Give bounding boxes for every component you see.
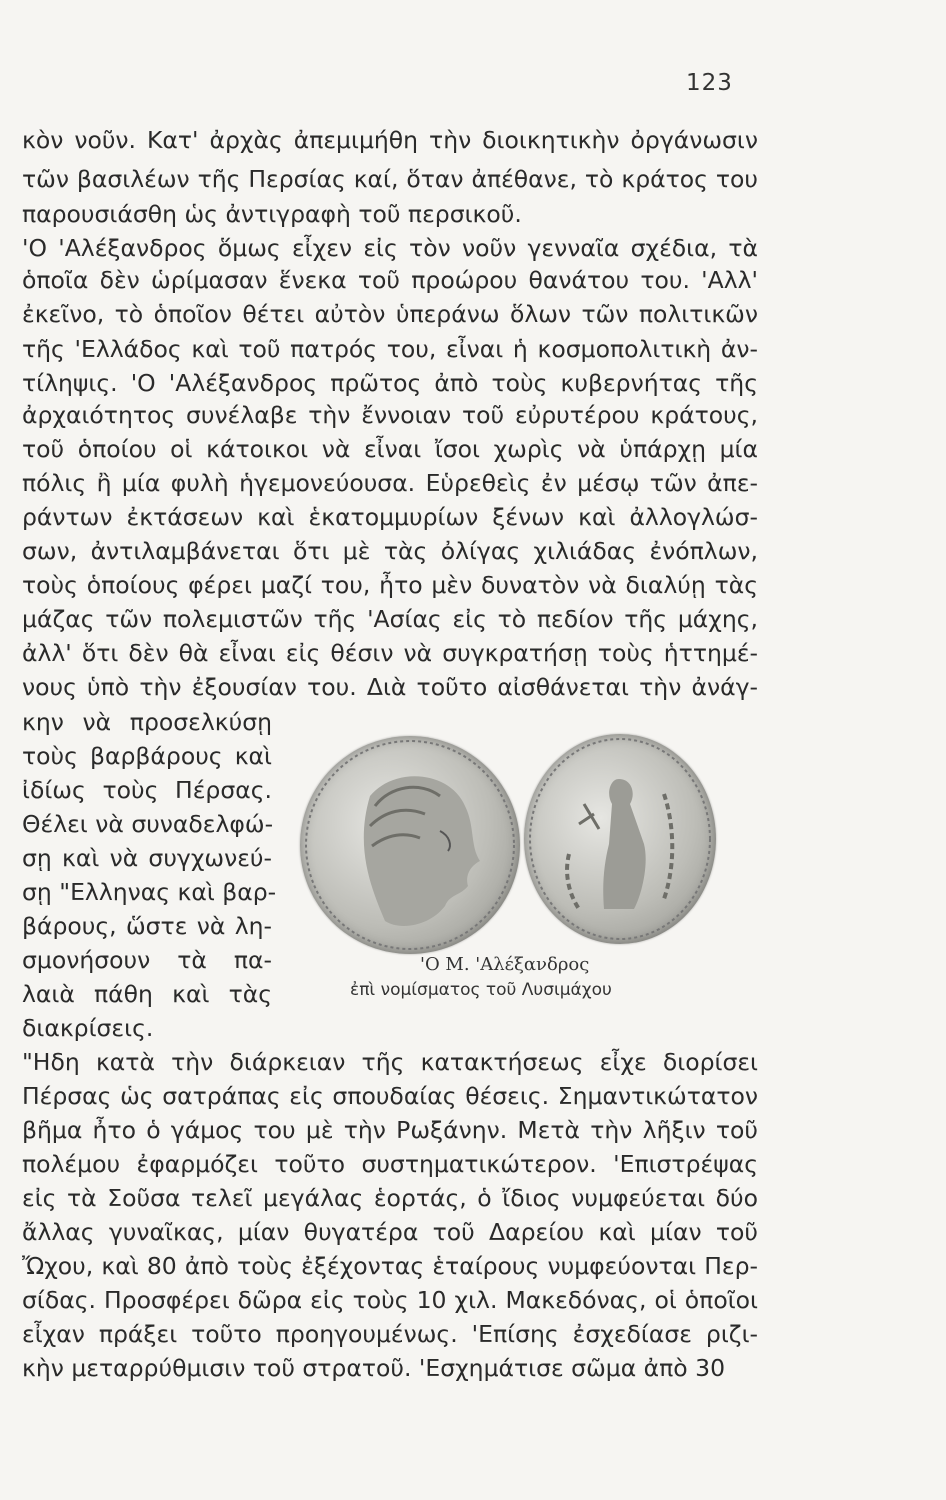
coin-reverse-image: [524, 734, 716, 944]
text-line: 'Ο 'Αλέξανδρος ὅμως εἶχεν εἰς τὸν νοῦν γενναῖα σχέδια, τὰ: [22, 234, 758, 262]
text-line: τοῦ ὁποίου οἱ κάτοικοι νὰ εἶναι ἴσοι χωρὶς νὰ ὑπάρχῃ μία: [22, 435, 758, 463]
text-line: κὴν μεταρρύθμισιν τοῦ στρατοῦ. 'Εσχημάτισε σῶμα ἀπὸ 30: [22, 1354, 726, 1382]
text-line: τῶν βασιλέων τῆς Περσίας καί, ὅταν ἀπέθανε, τὸ κράτος του: [22, 165, 758, 193]
text-line: Πέρσας ὡς σατράπας εἰς σπουδαίας θέσεις. Σημαντικώτατον: [22, 1082, 758, 1110]
figure-caption-title: 'Ο Μ. 'Αλέξανδρος: [420, 954, 590, 975]
page-number: 123: [686, 70, 733, 96]
text-line: ἰδίως τοὺς Πέρσας.: [22, 776, 272, 804]
text-line: κὸν νοῦν. Κατ' ἀρχὰς ἀπεμιμήθη τὴν διοικητικὴν ὀργάνωσιν: [22, 126, 758, 154]
text-line: σμονήσουν τὰ πα-: [22, 946, 272, 974]
text-line: ράντων ἐκτάσεων καὶ ἑκατομμυρίων ξένων καὶ ἀλλογλώσ-: [22, 503, 758, 531]
coin-figure: [300, 730, 720, 960]
figure-caption-subtitle: ἐπὶ νομίσματος τοῦ Λυσιμάχου: [350, 980, 612, 1000]
text-line: τίληψις. 'Ο 'Αλέξανδρος πρῶτος ἀπὸ τοὺς κυβερνήτας τῆς: [22, 369, 758, 397]
text-line: τῆς 'Ελλάδος καὶ τοῦ πατρός του, εἶναι ἡ κοσμοπολιτικὴ ἀν-: [22, 335, 758, 363]
text-line: βάρους, ὥστε νὰ λη-: [22, 912, 272, 940]
text-line: Ὤχου, καὶ 80 ἀπὸ τοὺς ἐξέχοντας ἑταίρους νυμφεύονται Περ-: [22, 1252, 758, 1280]
text-line: ἀρχαιότητος συνέλαβε τὴν ἔννοιαν τοῦ εὐρυτέρου κράτους,: [22, 401, 758, 429]
text-line: κην νὰ προσελκύσῃ: [22, 708, 272, 736]
text-line: πολέμου ἐφαρμόζει τοῦτο συστηματικώτερον. 'Επιστρέψας: [22, 1150, 758, 1178]
text-line: σων, ἀντιλαμβάνεται ὅτι μὲ τὰς ὀλίγας χιλιάδας ἐνόπλων,: [22, 537, 758, 565]
text-line: παρουσιάσθη ὡς ἀντιγραφὴ τοῦ περσικοῦ.: [22, 200, 522, 228]
text-line: λαιὰ πάθη καὶ τὰς: [22, 980, 272, 1008]
text-line: σῃ καὶ νὰ συγχωνεύ-: [22, 844, 272, 872]
text-line: ἄλλας γυναῖκας, μίαν θυγατέρα τοῦ Δαρείου καὶ μίαν τοῦ: [22, 1218, 758, 1246]
text-line: εἰς τὰ Σοῦσα τελεῖ μεγάλας ἑορτάς, ὁ ἴδιος νυμφεύεται δύο: [22, 1184, 758, 1212]
text-line: τοὺς βαρβάρους καὶ: [22, 742, 272, 770]
text-line: διακρίσεις.: [22, 1014, 154, 1042]
text-line: ἐκεῖνο, τὸ ὁποῖον θέτει αὐτὸν ὑπεράνω ὅλων τῶν πολιτικῶν: [22, 300, 758, 328]
text-line: ἀλλ' ὅτι δὲν θὰ εἶναι εἰς θέσιν νὰ συγκρατήσῃ τοὺς ἡττημέ-: [22, 639, 758, 667]
coin-obverse-image: [300, 736, 520, 954]
text-line: νους ὑπὸ τὴν ἐξουσίαν του. Διὰ τοῦτο αἰσθάνεται τὴν ἀνάγ-: [22, 673, 758, 701]
text-line: Θέλει νὰ συναδελφώ-: [22, 810, 274, 838]
text-line: ὁποῖα δὲν ὡρίμασαν ἕνεκα τοῦ προώρου θανάτου του. 'Αλλ': [22, 266, 758, 294]
text-line: πόλις ἢ μία φυλὴ ἡγεμονεύουσα. Εὑρεθεὶς ἐν μέσῳ τῶν ἀπε-: [22, 469, 758, 497]
text-line: τοὺς ὁποίους φέρει μαζί του, ἦτο μὲν δυνατὸν νὰ διαλύῃ τὰς: [22, 571, 758, 599]
text-line: μάζας τῶν πολεμιστῶν τῆς 'Ασίας εἰς τὸ πεδίον τῆς μάχης,: [22, 605, 758, 633]
text-line: εἶχαν πράξει τοῦτο προηγουμένως. 'Επίσης ἐσχεδίασε ριζι-: [22, 1320, 758, 1348]
text-line: "Ηδη κατὰ τὴν διάρκειαν τῆς κατακτήσεως εἶχε διορίσει: [22, 1048, 758, 1076]
text-line: σῃ "Ελληνας καὶ βαρ-: [22, 878, 277, 906]
text-line: βῆμα ἦτο ὁ γάμος του μὲ τὴν Ρωξάνην. Μετὰ τὴν λῆξιν τοῦ: [22, 1116, 758, 1144]
text-line: σίδας. Προσφέρει δῶρα εἰς τοὺς 10 χιλ. Μακεδόνας, οἱ ὁποῖοι: [22, 1286, 758, 1314]
